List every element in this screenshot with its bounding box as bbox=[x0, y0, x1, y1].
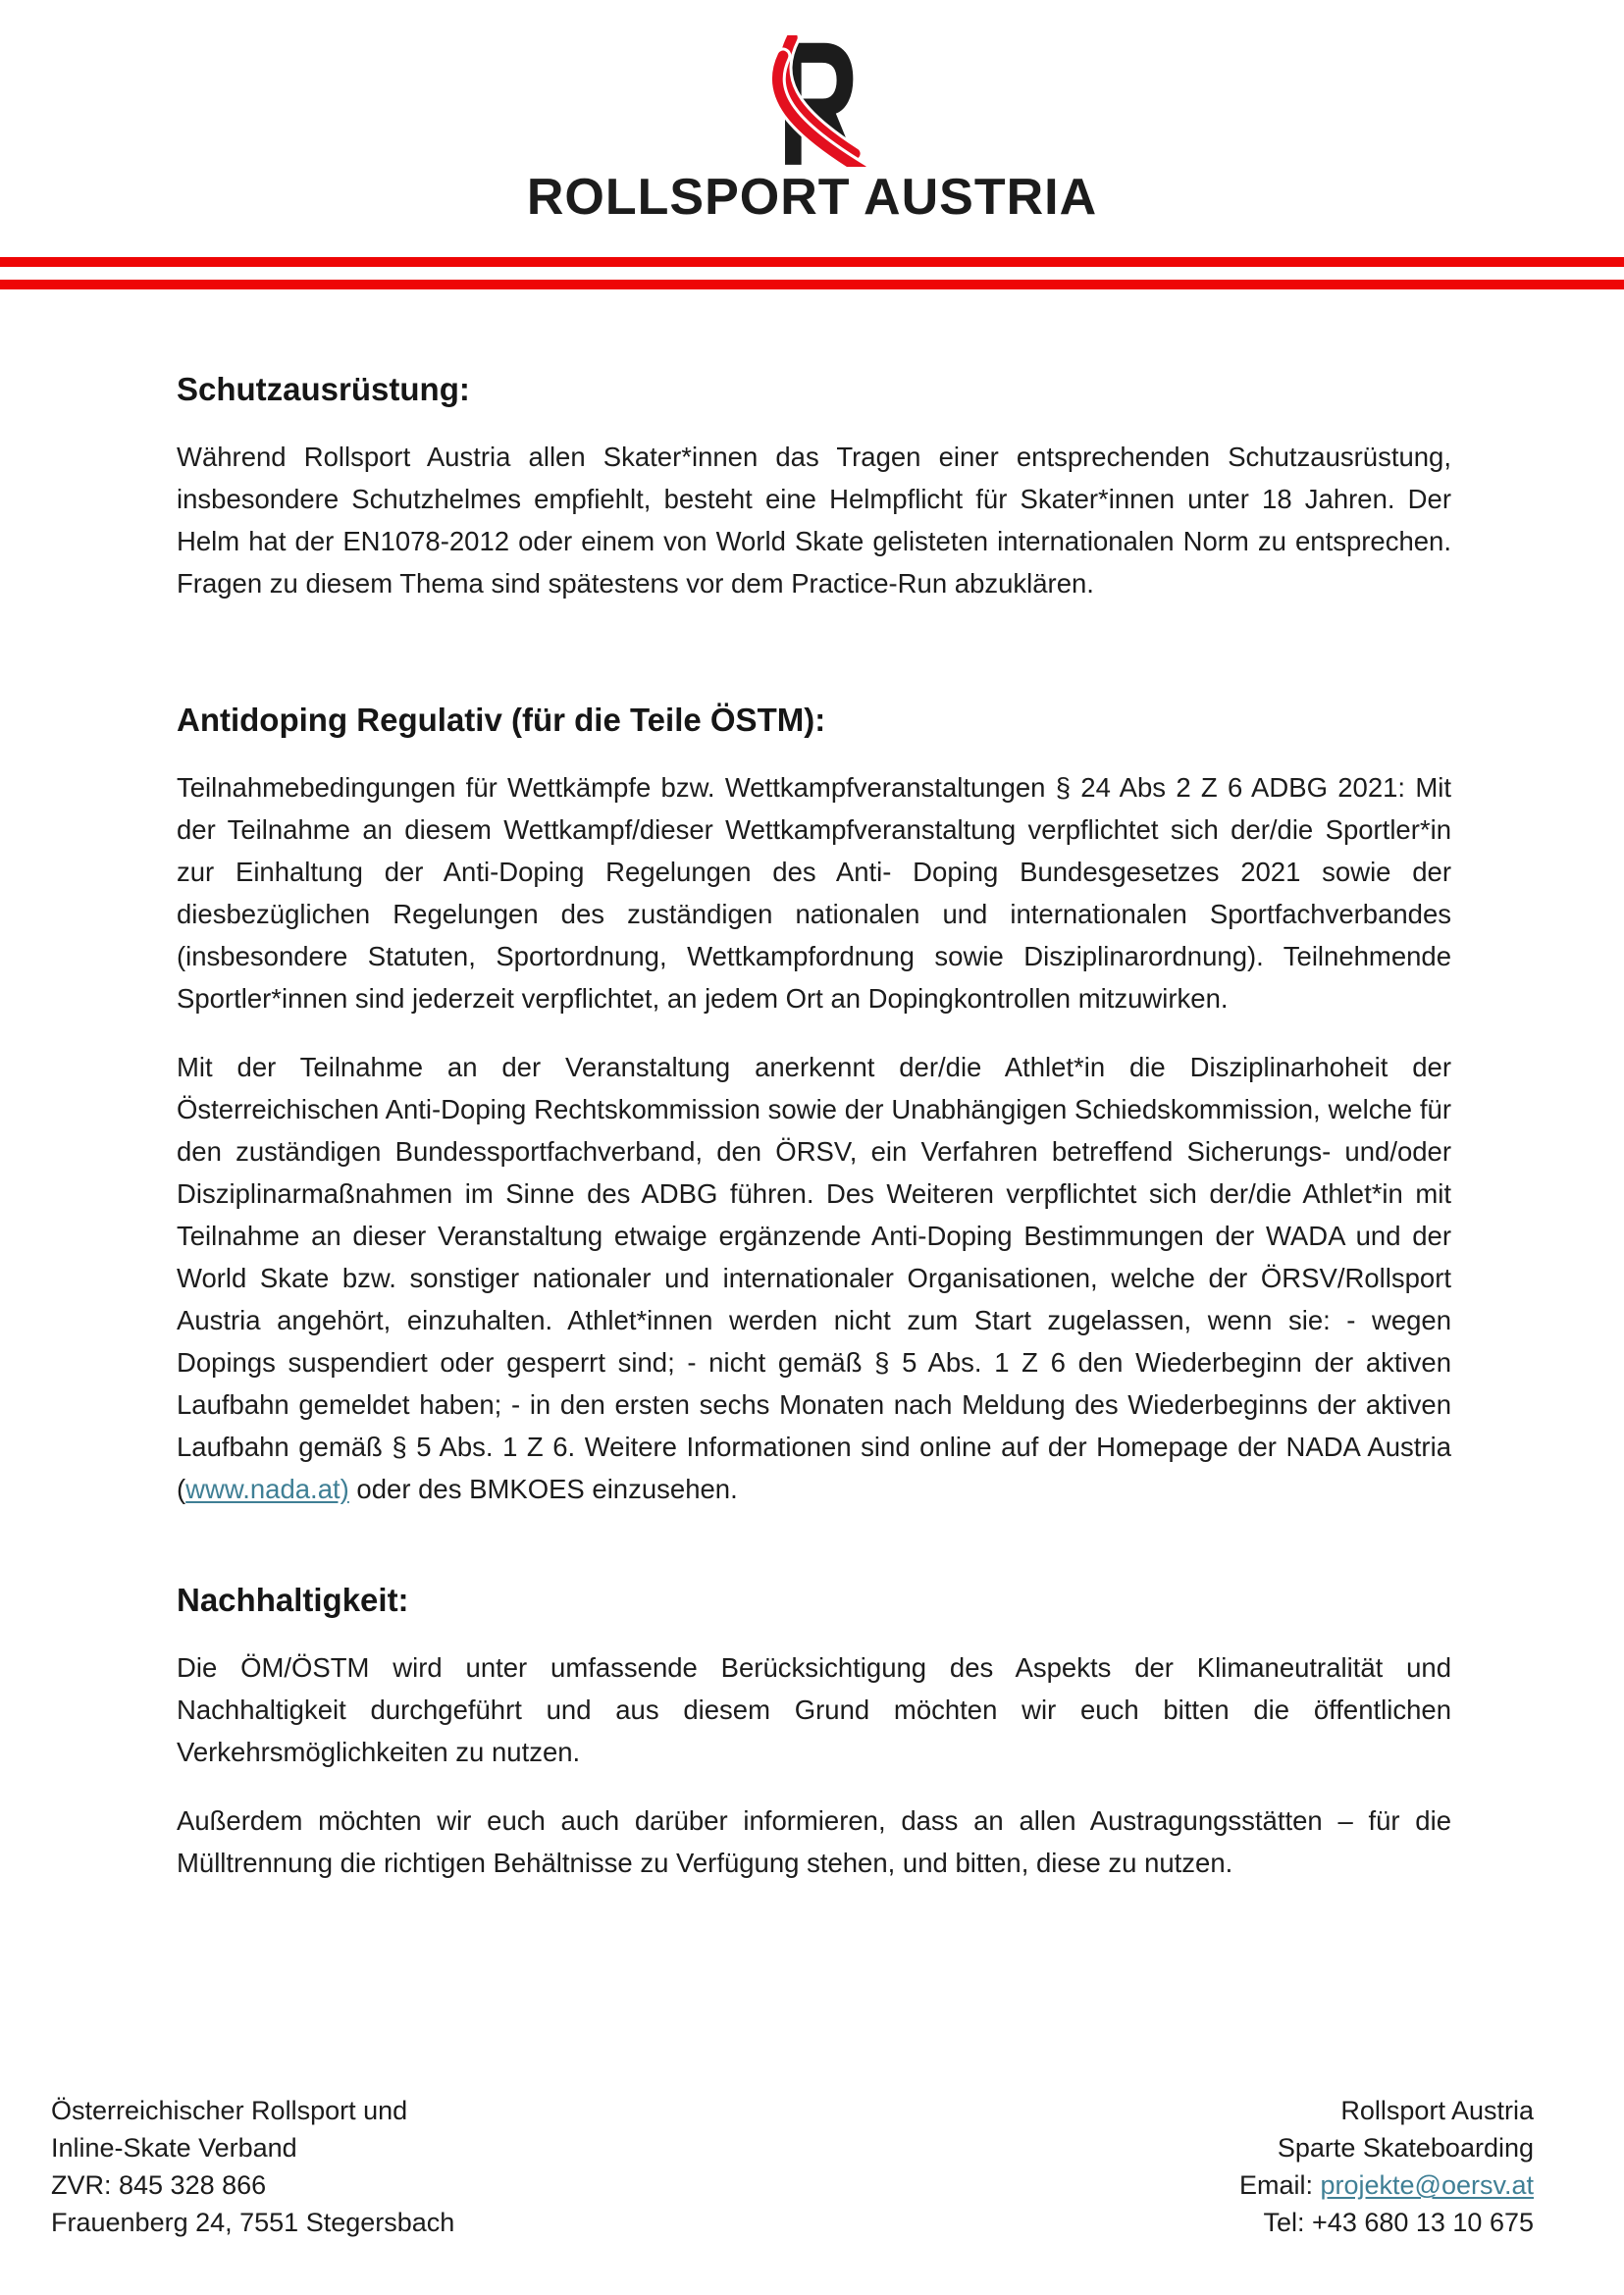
paragraph-nachhaltigkeit-2: Außerdem möchten wir euch auch darüber informieren, dass an allen Austragungsstätten – für die Mülltrennung die richtigen Behältnisse zu Verfügung stehen, und bitten, diese zu nutzen. bbox=[177, 1804, 1451, 1878]
section-heading-antidoping: Antidoping Regulativ (für die Teile ÖSTM): bbox=[177, 701, 826, 738]
footer-address: Frauenberg 24, 7551 Stegersbach bbox=[51, 2208, 455, 2237]
stripe-red-top bbox=[0, 257, 1624, 267]
footer bbox=[51, 2092, 1534, 2241]
footer-email-line bbox=[1239, 2166, 1534, 2204]
section-heading-schutzausruestung: Schutzausrüstung: bbox=[177, 370, 470, 407]
antidoping-2-text-after-link: oder des BMKOES einzusehen. bbox=[348, 1473, 738, 1504]
footer-email-label: Email: bbox=[1238, 2170, 1321, 2200]
antidoping-2-text-before-link: Mit der Teilnahme an der Veranstaltung anerkennt der/die Athlet*in die Disziplinarhoheit der Österreichischen Anti-Doping Rechtskommission sowie der Unabhängigen Schiedskommission, welche für den zuständigen Bundessportfachverband, den ÖRSV, ein Verfahren betreffend Sicherungs- und/oder Disziplinarmaßnahmen im Sinne des ADBG führen. Des Weiteren verpflichtet sich der/die Athlet*in mit Teilnahme an dieser Veranstaltung etwaige ergänzende Anti-Doping Bestimmungen der WADA und der World Skate bzw. sonstiger nationaler und internationaler Organisationen, welche der ÖRSV/Rollsport Austria angehört, einzuhalten. Athlet*innen werden nicht zum Start zugelassen, wenn sie: - wegen Dopings suspendiert oder gesperrt sind; - nicht gemäß § 5 Abs. 1 Z 6 den Wiederbeginn der aktiven Laufbahn gemeldet haben; - in den ersten sechs Monaten nach Meldung des Wiederbeginns der aktiven Laufbahn gemäß § 5 Abs. 1 Z 6. Weitere Informationen sind online auf der Homepage der NADA Austria ( bbox=[177, 1051, 1451, 1504]
footer-email-link[interactable]: projekte@oersv.at bbox=[1320, 2170, 1534, 2200]
document-body bbox=[177, 368, 1451, 1884]
stripe-white-middle bbox=[0, 267, 1624, 280]
footer-division: Sparte Skateboarding bbox=[1277, 2133, 1534, 2163]
stripe-red-bottom bbox=[0, 280, 1624, 289]
paragraph-antidoping-1: Teilnahmebedingungen für Wettkämpfe bzw. Wettkampfveranstaltungen § 24 Abs 2 Z 6 ADBG 2021: Mit der Teilnahme an diesem Wettkampf/dieser Wettkampfveranstaltung verpflichtet sich der/die Sportler*in zur Einhaltung der Anti-Doping Regelungen des Anti- Doping Bundesgesetzes 2021 sowie der diesbezüglichen Regelungen des zuständigen nationalen und internationalen Sportfachverbandes (insbesondere Statuten, Sportordnung, Wettkampfordnung sowie Disziplinarordnung). Teilnehmende Sportler*innen sind jederzeit verpflichtet, an jedem Ort an Dopingkontrollen mitzuwirken. bbox=[177, 771, 1451, 1014]
footer-phone: Tel: +43 680 13 10 675 bbox=[1263, 2208, 1534, 2237]
footer-org-name: Rollsport Austria bbox=[1340, 2096, 1534, 2125]
footer-contact-block bbox=[1239, 2092, 1534, 2241]
footer-zvr-number: ZVR: 845 328 866 bbox=[51, 2170, 267, 2200]
logo-wordmark: ROLLSPORT AUSTRIA bbox=[526, 169, 1098, 226]
logo-letter: R bbox=[776, 35, 860, 167]
rollsport-logo-icon bbox=[752, 35, 873, 167]
paragraph-antidoping-2 bbox=[177, 1046, 1451, 1510]
footer-association-name-line2: Inline-Skate Verband bbox=[51, 2133, 297, 2163]
header bbox=[0, 0, 1624, 228]
section-heading-nachhaltigkeit: Nachhaltigkeit: bbox=[177, 1581, 409, 1618]
nada-website-link[interactable]: www.nada.at) bbox=[185, 1473, 349, 1504]
footer-association-name-line1: Österreichischer Rollsport und bbox=[51, 2096, 408, 2125]
paragraph-nachhaltigkeit-1: Die ÖM/ÖSTM wird unter umfassende Berücksichtigung des Aspekts der Klimaneutralität und Nachhaltigkeit durchgeführt und aus diesem Grund möchten wir euch bitten die öffentlichen Verkehrsmöglichkeiten zu nutzen. bbox=[177, 1651, 1451, 1767]
austria-stripe-band bbox=[0, 257, 1624, 289]
paragraph-schutzausruestung: Während Rollsport Austria allen Skater*innen das Tragen einer entsprechenden Schutzausrüstung, insbesondere Schutzhelmes empfiehlt, besteht eine Helmpflicht für Skater*innen unter 18 Jahren. Der Helm hat der EN1078-2012 oder einem von World Skate gelisteten internationalen Norm zu entsprechen. Fragen zu diesem Thema sind spätestens vor dem Practice-Run abzuklären. bbox=[177, 441, 1451, 599]
footer-association-block bbox=[51, 2092, 454, 2241]
